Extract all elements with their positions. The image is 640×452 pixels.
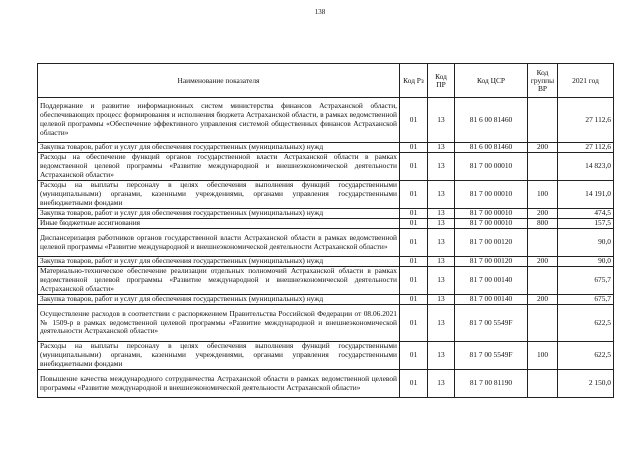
- row-vr: 200: [528, 257, 558, 267]
- row-name: Повышение качества международного сотрудничества Астраханской области в рамках ведомственной целевой программы «Развитие международной и внешнеэкономической деятельности Астраханской области»: [38, 370, 400, 398]
- table-row: [38, 98, 614, 143]
- row-rz: 01: [400, 267, 428, 295]
- row-rz: 01: [400, 181, 428, 209]
- table-row: [38, 229, 614, 257]
- row-rz: 01: [400, 209, 428, 219]
- row-amount: 27 112,6: [558, 98, 614, 143]
- table-header-row: [38, 64, 614, 98]
- row-amount: 27 112,6: [558, 143, 614, 153]
- row-name: Материально-техническое обеспечение реализации отдельных полномочий Астраханской области в рамках ведомственной целевой программы «Развитие международной и внешнеэкономической деятельности Астраханской области»: [38, 267, 400, 295]
- table-row: [38, 209, 614, 219]
- row-name: Закупка товаров, работ и услуг для обеспечения государственных (муниципальных) нужд: [38, 143, 400, 153]
- row-name: Расходы на обеспечение функций органов государственной власти Астраханской области в рамках ведомственной целевой программы «Развитие международной и внешнеэкономической деятельности Астраханской области»: [38, 153, 400, 181]
- row-amount: 622,5: [558, 305, 614, 342]
- row-name: Иные бюджетные ассигнования: [38, 219, 400, 229]
- row-csr: 81 7 00 00010: [455, 181, 528, 209]
- row-csr: 81 7 00 00120: [455, 257, 528, 267]
- row-amount: 474,5: [558, 209, 614, 219]
- row-amount: 14 823,0: [558, 153, 614, 181]
- row-rz: 01: [400, 143, 428, 153]
- row-amount: 157,5: [558, 219, 614, 229]
- row-name: Осуществление расходов в соответствии с распоряжением Правительства Российской Федерации от 08.06.2021 № 1509-р в рамках ведомственной целевой программы «Развитие международной и внешнеэкономической деятельности Астраханской области»: [38, 305, 400, 342]
- table-row: [38, 342, 614, 370]
- row-rz: 01: [400, 229, 428, 257]
- row-rz: 01: [400, 257, 428, 267]
- row-pr: 13: [428, 370, 455, 398]
- row-csr: 81 7 00 81190: [455, 370, 528, 398]
- row-rz: 01: [400, 305, 428, 342]
- row-pr: 13: [428, 342, 455, 370]
- row-csr: 81 7 00 5549F: [455, 305, 528, 342]
- row-rz: 01: [400, 98, 428, 143]
- row-amount: 675,7: [558, 295, 614, 305]
- row-pr: 13: [428, 267, 455, 295]
- table-row: [38, 305, 614, 342]
- header-rz: Код Рз: [400, 64, 428, 98]
- row-vr: 200: [528, 209, 558, 219]
- row-vr: 200: [528, 143, 558, 153]
- budget-table: [37, 63, 614, 398]
- row-csr: 81 6 00 81460: [455, 143, 528, 153]
- row-name: Закупка товаров, работ и услуг для обеспечения государственных (муниципальных) нужд: [38, 209, 400, 219]
- row-csr: 81 7 00 00120: [455, 229, 528, 257]
- row-rz: 01: [400, 295, 428, 305]
- row-csr: 81 7 00 5549F: [455, 342, 528, 370]
- row-vr: 800: [528, 219, 558, 229]
- row-pr: 13: [428, 295, 455, 305]
- header-year: 2021 год: [558, 64, 614, 98]
- header-pr: Код ПР: [428, 64, 455, 98]
- row-pr: 13: [428, 229, 455, 257]
- row-amount: 14 191,0: [558, 181, 614, 209]
- row-name: Диспансеризация работников органов государственной власти Астраханской области в рамках ведомственной целевой программы «Развитие международной и внешнеэкономической деятельности Астраханской области»: [38, 229, 400, 257]
- header-vr: Код группы ВР: [528, 64, 558, 98]
- row-pr: 13: [428, 181, 455, 209]
- row-name: Закупка товаров, работ и услуг для обеспечения государственных (муниципальных) нужд: [38, 295, 400, 305]
- row-csr: 81 7 00 00010: [455, 153, 528, 181]
- row-pr: 13: [428, 209, 455, 219]
- row-vr: [528, 98, 558, 143]
- table-row: [38, 153, 614, 181]
- table-row: [38, 219, 614, 229]
- row-vr: 200: [528, 295, 558, 305]
- header-name: Наименование показателя: [38, 64, 400, 98]
- row-vr: [528, 229, 558, 257]
- row-name: Расходы на выплаты персоналу в целях обеспечения выполнения функций государственными (муниципальными) органами, казенными учреждениями, органами управления государственными внебюджетными фондами: [38, 342, 400, 370]
- row-pr: 13: [428, 257, 455, 267]
- table-row: [38, 143, 614, 153]
- table-row: [38, 295, 614, 305]
- row-pr: 13: [428, 143, 455, 153]
- row-amount: 90,0: [558, 229, 614, 257]
- row-vr: [528, 305, 558, 342]
- row-amount: 2 150,0: [558, 370, 614, 398]
- row-name: Расходы на выплаты персоналу в целях обеспечения выполнения функций государственными (муниципальными) органами, казенными учреждениями, органами управления государственными внебюджетными фондами: [38, 181, 400, 209]
- row-rz: 01: [400, 153, 428, 181]
- row-pr: 13: [428, 305, 455, 342]
- row-pr: 13: [428, 98, 455, 143]
- row-amount: 90,0: [558, 257, 614, 267]
- row-rz: 01: [400, 370, 428, 398]
- row-amount: 675,7: [558, 267, 614, 295]
- row-rz: 01: [400, 342, 428, 370]
- header-csr: Код ЦСР: [455, 64, 528, 98]
- row-vr: 100: [528, 342, 558, 370]
- row-amount: 622,5: [558, 342, 614, 370]
- row-pr: 13: [428, 153, 455, 181]
- row-pr: 13: [428, 219, 455, 229]
- table-row: [38, 181, 614, 209]
- row-csr: 81 7 00 00140: [455, 295, 528, 305]
- row-csr: 81 6 00 81460: [455, 98, 528, 143]
- row-vr: [528, 267, 558, 295]
- row-vr: [528, 370, 558, 398]
- row-vr: 100: [528, 181, 558, 209]
- table-row: [38, 257, 614, 267]
- row-name: Закупка товаров, работ и услуг для обеспечения государственных (муниципальных) нужд: [38, 257, 400, 267]
- row-csr: 81 7 00 00010: [455, 219, 528, 229]
- row-vr: [528, 153, 558, 181]
- row-rz: 01: [400, 219, 428, 229]
- row-csr: 81 7 00 00010: [455, 209, 528, 219]
- page-number: 138: [314, 8, 326, 16]
- row-name: Поддержание и развитие информационных систем министерства финансов Астраханской области, обеспечивающих процесс формирования и исполнения бюджета Астраханской области, в рамках ведомственной целевой программы «Обеспечение эффективного управления системой общественных финансов Астраханской области»: [38, 98, 400, 143]
- table-row: [38, 370, 614, 398]
- table-row: [38, 267, 614, 295]
- row-csr: 81 7 00 00140: [455, 267, 528, 295]
